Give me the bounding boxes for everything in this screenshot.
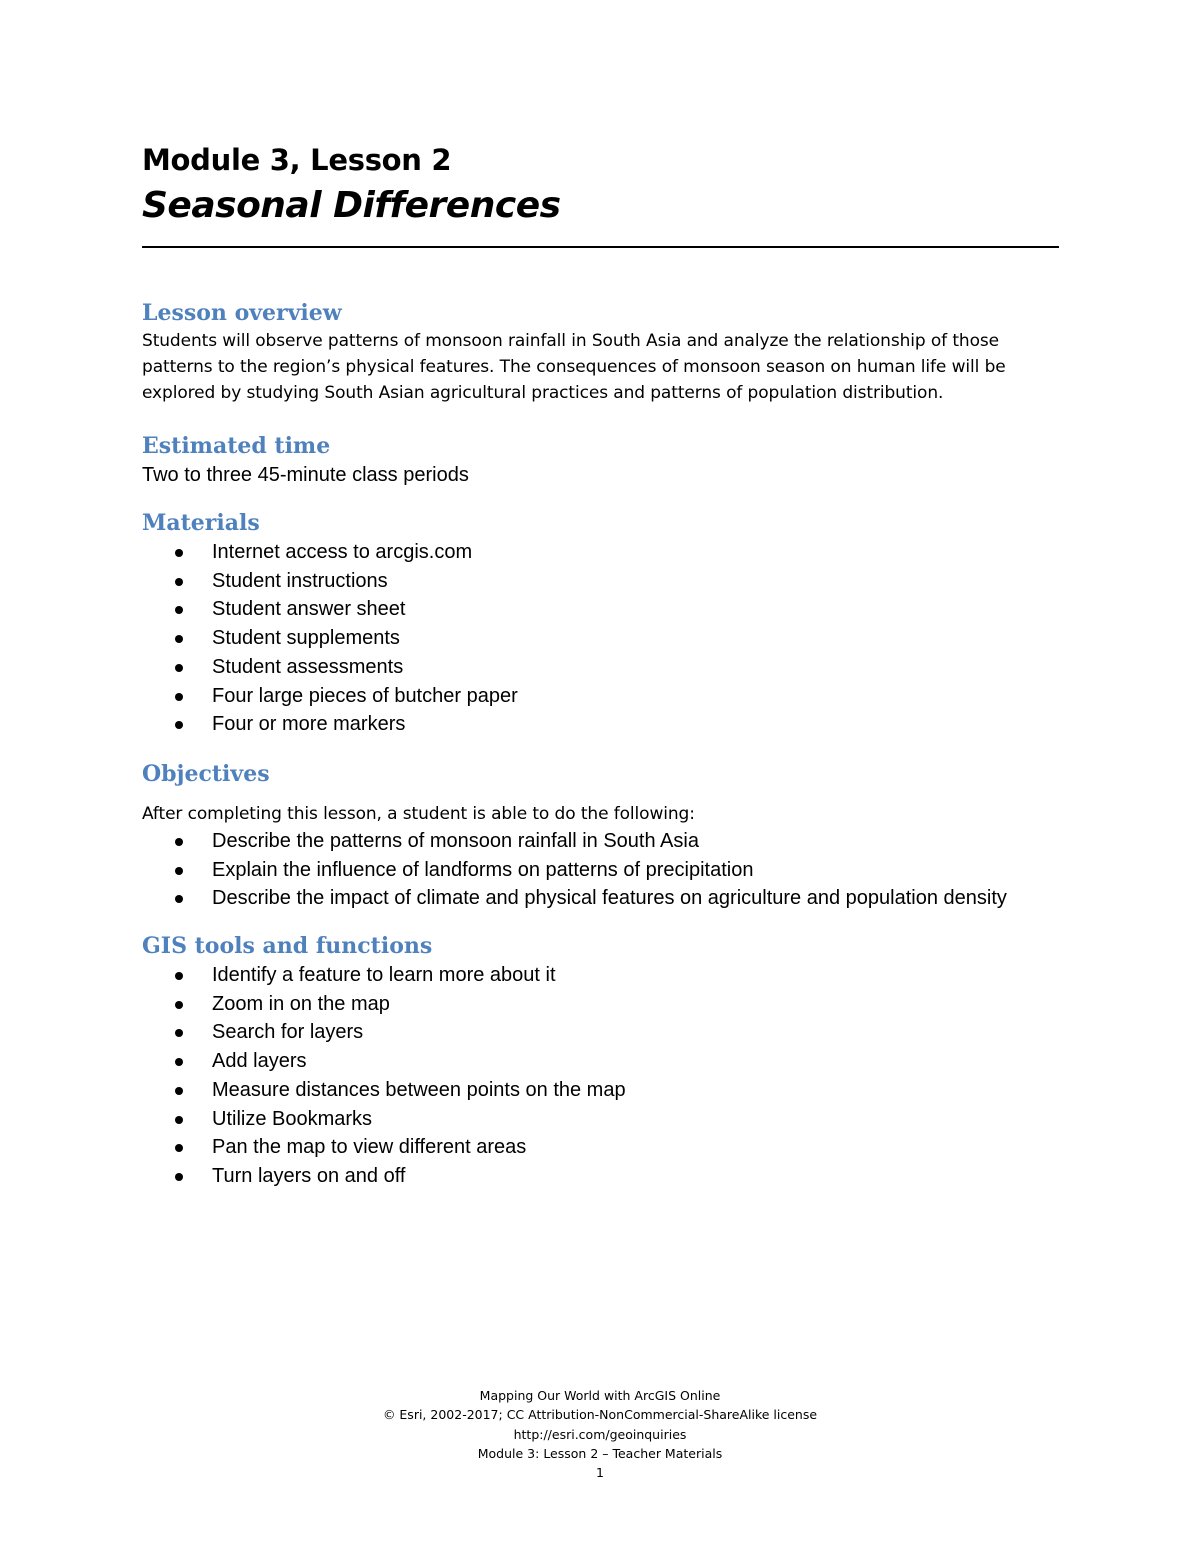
overview-text: Students will observe patterns of monsoon rainfall in South Asia and analyze the relationship of those patterns to the region’s physical features. The consequences of monsoon season on human life will be explored by studying South Asian agricultural practices and patterns of population distribution. (142, 331, 1006, 403)
bullet-icon (175, 1001, 183, 1009)
bullet-icon (175, 972, 183, 980)
list-item (142, 990, 1059, 1019)
estimated-time-heading: Estimated time (142, 433, 331, 459)
bullet-icon (175, 578, 183, 586)
page-footer (0, 1386, 1200, 1482)
list-item (142, 710, 1059, 739)
list-item-text: Turn layers on and off (212, 1164, 406, 1187)
bullet-icon (175, 1173, 183, 1181)
list-item (142, 538, 1059, 567)
bullet-icon (175, 549, 183, 557)
bullet-icon (175, 1058, 183, 1066)
list-item (142, 567, 1059, 596)
footer-copyright: © Esri, 2002-2017; CC Attribution-NonCommercial-ShareAlike license (382, 1407, 818, 1423)
list-item (142, 595, 1059, 624)
bullet-icon (175, 838, 183, 846)
bullet-icon (175, 867, 183, 875)
list-item (142, 884, 1059, 913)
list-item-text: Student instructions (212, 569, 388, 592)
list-item-text: Student supplements (212, 627, 400, 650)
list-item (142, 1076, 1059, 1105)
bullet-icon (175, 635, 183, 643)
materials-list (142, 538, 1059, 739)
list-item-text: Student answer sheet (212, 598, 406, 621)
bullet-icon (175, 1116, 183, 1124)
list-item-text: Measure distances between points on the map (212, 1078, 626, 1101)
list-item (142, 1105, 1059, 1134)
list-item (142, 1018, 1059, 1047)
bullet-icon (175, 1144, 183, 1152)
gis-tools-heading: GIS tools and functions (142, 933, 433, 960)
list-item-text: Search for layers (212, 1021, 364, 1044)
list-item-text: Describe the patterns of monsoon rainfall in South Asia (212, 829, 699, 852)
bullet-icon (175, 895, 183, 903)
materials-heading: Materials (142, 510, 260, 536)
list-item (142, 682, 1059, 711)
estimated-time-text: Two to three 45-minute class periods (142, 464, 469, 486)
list-item-text: Pan the map to view different areas (212, 1136, 527, 1159)
list-item (142, 624, 1059, 653)
bullet-icon (175, 721, 183, 729)
footer-course-title: Mapping Our World with ArcGIS Online (479, 1388, 721, 1403)
list-item-text: Identify a feature to learn more about it (212, 964, 556, 987)
bullet-icon (175, 1087, 183, 1095)
overview-heading: Lesson overview (142, 300, 342, 326)
objectives-heading: Objectives (142, 760, 270, 787)
list-item-text: Student assessments (212, 655, 404, 678)
list-item (142, 961, 1059, 990)
list-item (142, 1162, 1059, 1191)
list-item (142, 653, 1059, 682)
document-page (142, 140, 1059, 1191)
list-item-text: Utilize Bookmarks (212, 1107, 373, 1130)
module-title: Module 3, Lesson 2 (142, 143, 452, 177)
list-item-text: Four or more markers (212, 713, 406, 736)
list-item (142, 1047, 1059, 1076)
footer-module-label: Module 3: Lesson 2 – Teacher Materials (477, 1445, 723, 1461)
lesson-title: Seasonal Differences (142, 185, 561, 226)
page-number: 1 (596, 1465, 604, 1481)
footer-url: http://esri.com/geoinquiries (513, 1426, 687, 1442)
bullet-icon (175, 606, 183, 614)
list-item (142, 827, 1059, 856)
bullet-icon (175, 664, 183, 672)
list-item (142, 856, 1059, 885)
list-item (142, 1133, 1059, 1162)
list-item-text: Explain the influence of landforms on patterns of precipitation (212, 858, 754, 881)
bullet-icon (175, 1029, 183, 1037)
list-item-text: Four large pieces of butcher paper (212, 684, 518, 707)
bullet-icon (175, 693, 183, 701)
objectives-list (142, 827, 1059, 913)
objectives-intro: After completing this lesson, a student is able to do the following: (142, 803, 695, 824)
list-item-text: Add layers (212, 1050, 307, 1073)
gis-tools-list (142, 961, 1059, 1191)
list-item-text: Internet access to arcgis.com (212, 541, 473, 563)
title-divider (142, 246, 1059, 248)
list-item-text: Zoom in on the map (212, 992, 390, 1015)
list-item-text: Describe the impact of climate and physical features on agriculture and population density (212, 887, 1007, 910)
